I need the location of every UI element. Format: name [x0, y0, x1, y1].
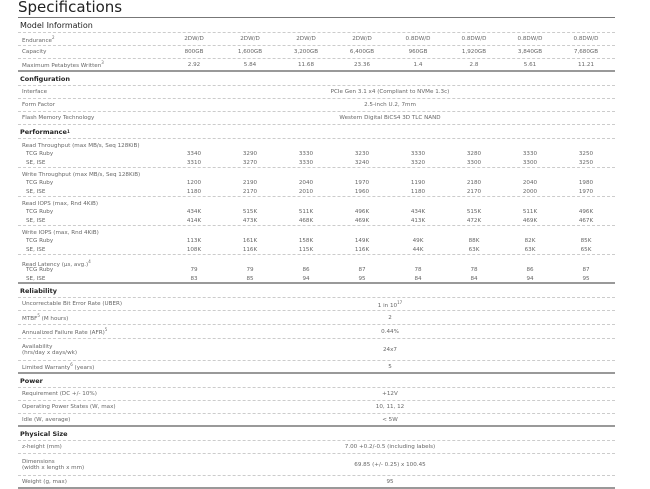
- cell-value: 413K: [410, 217, 426, 224]
- cell-value: 3250: [578, 159, 594, 166]
- sub-label: SE, ISE: [26, 217, 46, 224]
- row-label: [18, 327, 166, 336]
- page-title: Specifications: [18, 0, 123, 16]
- row-label: [18, 344, 166, 356]
- group-label-text: Read Latency (µs, avg.): [22, 261, 89, 268]
- cell-value: 84: [470, 275, 478, 282]
- row-value: 95: [386, 478, 394, 485]
- cell-value: 2190: [242, 180, 258, 186]
- row-label: [18, 459, 166, 471]
- cell-value: 3310: [186, 159, 202, 166]
- sub-row: [18, 208, 615, 217]
- section-reliability: Reliability: [18, 284, 615, 298]
- footnote: 6: [70, 362, 73, 368]
- spec-table: [18, 17, 615, 489]
- cell-value: 2170: [242, 188, 258, 195]
- cell-value: 0.8DW/D: [405, 36, 431, 42]
- row-value: 0.44%: [381, 328, 399, 335]
- cell-value: 496K: [354, 209, 370, 215]
- cell-value: 1970: [578, 188, 594, 195]
- row-value: 2: [388, 314, 392, 321]
- row-label: z-height (mm): [22, 444, 62, 450]
- cell-value: 2040: [522, 180, 538, 186]
- cell-value: 469K: [354, 217, 370, 224]
- cell-value: 434K: [186, 209, 202, 215]
- cell-value: 2010: [298, 188, 314, 195]
- row-label: [18, 362, 166, 371]
- cell-value: 79: [246, 267, 254, 273]
- cell-value: 515K: [466, 209, 482, 215]
- performance-heading: Performance: [20, 127, 67, 136]
- group-label: [18, 229, 615, 237]
- cell-value: 3330: [298, 151, 314, 157]
- cell-value: 2000: [522, 188, 538, 195]
- cell-value: 2DW/D: [296, 36, 316, 42]
- cell-value: 960GB: [408, 49, 428, 55]
- cell-value: 3300: [466, 159, 482, 166]
- footnote: 5: [37, 313, 40, 319]
- performance-group: [18, 197, 615, 226]
- mtbf-unit: (M hours): [39, 315, 69, 322]
- cell-value: 86: [526, 267, 534, 273]
- warranty-label: Limited Warranty: [22, 364, 71, 371]
- table-row: [18, 112, 615, 125]
- cell-value: 3,200GB: [293, 49, 319, 55]
- cell-value: 0.8DW/D: [517, 36, 543, 42]
- cell-value: 2DW/D: [240, 36, 260, 42]
- cell-value: 23.36: [353, 61, 370, 68]
- cell-value: 3290: [242, 151, 258, 157]
- cell-value: 473K: [242, 217, 258, 224]
- footnote: 3: [101, 60, 104, 66]
- table-row: [18, 401, 615, 414]
- table-row: [18, 59, 615, 72]
- row-label: Idle (W, average): [22, 416, 71, 423]
- cell-value: 1.4: [413, 61, 423, 68]
- cell-value: 65K: [580, 246, 592, 253]
- row-value: +12V: [382, 391, 398, 397]
- table-row: [18, 298, 615, 311]
- cell-value: 79: [190, 267, 198, 273]
- sub-row: [18, 217, 615, 226]
- cell-value: 6,400GB: [349, 49, 375, 55]
- row-label: Weight (g, max): [22, 478, 67, 485]
- table-row: [18, 86, 615, 99]
- cell-value: 1200: [186, 180, 202, 186]
- section-configuration: Configuration: [18, 72, 615, 86]
- dimensions-sublabel: (width x length x mm): [22, 464, 85, 471]
- cell-value: 472K: [466, 217, 482, 224]
- row-label: [18, 313, 166, 322]
- row-label: Form Factor: [22, 102, 55, 108]
- table-row: [18, 454, 615, 476]
- sub-label: SE, ISE: [26, 188, 46, 195]
- row-label: [18, 49, 166, 55]
- cell-value: 3330: [522, 151, 538, 157]
- cell-value: 11.68: [297, 61, 314, 68]
- sub-label: SE, ISE: [26, 159, 46, 166]
- mtbf-label: MTBF: [22, 315, 38, 322]
- cell-value: 3240: [354, 159, 370, 166]
- cell-value: 3320: [410, 159, 426, 166]
- cell-value: 87: [358, 267, 366, 273]
- availability-sublabel: (hrs/day x days/wk): [22, 349, 78, 356]
- cell-value: 1,600GB: [237, 49, 263, 55]
- cell-value: 149K: [354, 238, 370, 244]
- table-row: [18, 361, 615, 374]
- group-label-text: Write Throughput (max MB/s, Seq 128KiB): [22, 172, 141, 178]
- cell-value: 2.92: [187, 61, 201, 68]
- cell-value: 414K: [186, 217, 202, 224]
- uber-exponent: 17: [397, 299, 403, 305]
- sub-row: [18, 246, 615, 255]
- cell-value: 2180: [466, 180, 482, 186]
- cell-value: 94: [526, 275, 534, 282]
- sub-row: [18, 179, 615, 188]
- table-row: [18, 46, 615, 59]
- sub-label: SE, ISE: [26, 246, 46, 253]
- cell-value: 800GB: [184, 49, 204, 55]
- cell-value: 3280: [466, 151, 482, 157]
- row-label-text: Maximum Petabytes Written: [22, 62, 102, 69]
- section-physical-size: Physical Size: [18, 427, 615, 441]
- footnote: 5: [104, 327, 108, 333]
- row-value: 69.85 (+/- 0.25) x 100.45: [354, 461, 426, 468]
- cell-value: 1180: [410, 188, 426, 195]
- section-power: Power: [18, 374, 615, 388]
- row-label: Interface: [22, 89, 48, 95]
- sub-label: TCG Ruby: [26, 209, 54, 215]
- cell-value: 78: [470, 267, 478, 273]
- cell-value: 496K: [578, 209, 594, 215]
- cell-value: 1190: [410, 180, 426, 186]
- row-label: Flash Memory Technology: [22, 115, 95, 121]
- cell-value: 11.21: [577, 61, 594, 68]
- row-value: PCIe Gen 3.1 x4 (Compliant to NVMe 1.3c): [330, 89, 450, 95]
- cell-value: 3330: [298, 159, 314, 166]
- cell-value: 88K: [468, 238, 480, 244]
- table-row: [18, 388, 615, 401]
- sub-row: [18, 159, 615, 168]
- uber-value: 1 in 10: [377, 302, 398, 309]
- row-label-text: Endurance: [22, 37, 52, 44]
- row-value: 24x7: [383, 346, 397, 353]
- row-label: Requirement (DC +/- 10%): [22, 391, 97, 397]
- cell-value: 86: [302, 267, 310, 273]
- table-row: [18, 339, 615, 361]
- cell-value: 469K: [522, 217, 538, 224]
- performance-group: [18, 255, 615, 284]
- cell-value: 2.8: [469, 61, 479, 68]
- group-label-text: Read IOPS (max, Rnd 4KiB): [22, 201, 99, 207]
- cell-value: 5.61: [523, 61, 537, 68]
- cell-value: 3330: [410, 151, 426, 157]
- cell-value: 115K: [298, 246, 314, 253]
- cell-value: 468K: [298, 217, 314, 224]
- cell-value: 434K: [410, 209, 426, 215]
- cell-value: 0.8DW/D: [573, 36, 599, 42]
- footnote: 4: [88, 259, 91, 264]
- sub-row: [18, 188, 615, 197]
- table-row: [18, 441, 615, 454]
- group-label: [18, 142, 615, 150]
- sub-row: [18, 275, 615, 284]
- footnote: 2: [51, 34, 55, 40]
- cell-value: 116K: [242, 246, 258, 253]
- performance-group: [18, 168, 615, 197]
- cell-value: 95: [582, 275, 590, 282]
- cell-value: 108K: [186, 246, 202, 253]
- sub-label: TCG Ruby: [26, 151, 54, 157]
- table-row: [18, 325, 615, 339]
- cell-value: 161K: [242, 238, 258, 244]
- cell-value: 63K: [524, 246, 536, 253]
- cell-value: 5.84: [243, 61, 257, 68]
- section-performance: [18, 125, 615, 139]
- cell-value: 113K: [186, 238, 202, 244]
- cell-value: 158K: [298, 238, 314, 244]
- cell-value: 7,680GB: [573, 49, 599, 55]
- cell-value: 82K: [524, 238, 536, 244]
- group-label-text: Read Throughput (max MB/s, Seq 128KiB): [22, 143, 140, 149]
- cell-value: 78: [414, 267, 422, 273]
- row-label: Operating Power States (W, max): [22, 404, 116, 410]
- cell-value: 2DW/D: [352, 36, 372, 42]
- cell-value: 511K: [522, 209, 538, 215]
- cell-value: 95: [358, 275, 366, 282]
- availability-label: Availability: [22, 343, 53, 350]
- cell-value: 84: [414, 275, 422, 282]
- cell-value: 94: [302, 275, 310, 282]
- cell-value: 515K: [242, 209, 258, 215]
- cell-value: 3270: [242, 159, 258, 166]
- group-label-text: Write IOPS (max, Rnd 4KiB): [22, 230, 99, 236]
- performance-group: [18, 226, 615, 255]
- cell-value: 2DW/D: [184, 36, 204, 42]
- sub-label: SE, ISE: [26, 275, 46, 282]
- row-value: Western Digital BiCS4 3D TLC NAND: [339, 115, 441, 121]
- table-row: [18, 414, 615, 427]
- cell-value: 511K: [298, 209, 314, 215]
- sub-row: [18, 266, 615, 275]
- sub-label: TCG Ruby: [26, 238, 54, 244]
- cell-value: 1180: [186, 188, 202, 195]
- cell-value: 83: [190, 275, 198, 282]
- cell-value: 1960: [354, 188, 370, 195]
- cell-value: 1,920GB: [461, 49, 487, 55]
- dimensions-label: Dimensions: [22, 458, 55, 465]
- afr-label: Annualized Failure Rate (AFR): [22, 329, 105, 336]
- table-row: [18, 33, 615, 46]
- row-value: 5: [388, 363, 392, 370]
- row-value: 7.00 +0.2/-0.5 (including labels): [344, 444, 436, 450]
- performance-group: [18, 139, 615, 168]
- cell-value: 116K: [354, 246, 370, 253]
- group-label: [18, 258, 615, 266]
- cell-value: 87: [582, 267, 590, 273]
- row-value: 10, 11, 12: [375, 404, 405, 410]
- cell-value: 467K: [578, 217, 594, 224]
- row-label: [18, 60, 166, 69]
- cell-value: 85K: [580, 238, 592, 244]
- cell-value: 44K: [412, 246, 424, 253]
- sub-row: [18, 150, 615, 159]
- cell-value: 49K: [412, 238, 424, 244]
- cell-value: 2040: [298, 180, 314, 186]
- cell-value: 3230: [354, 151, 370, 157]
- sub-label: TCG Ruby: [26, 267, 54, 273]
- row-label-text: Capacity: [22, 49, 47, 55]
- section-model-information: Model Information: [18, 18, 615, 33]
- cell-value: 3300: [522, 159, 538, 166]
- row-value: < 5W: [382, 416, 398, 423]
- cell-value: 3,840GB: [517, 49, 543, 55]
- table-row: [18, 476, 615, 489]
- cell-value: 1970: [354, 180, 370, 186]
- sub-label: TCG Ruby: [26, 180, 54, 186]
- row-label: Uncorrectable Bit Error Rate (UBER): [22, 301, 123, 307]
- cell-value: 63K: [468, 246, 480, 253]
- table-row: [18, 311, 615, 325]
- cell-value: 1980: [578, 180, 594, 186]
- sub-row: [18, 237, 615, 246]
- group-label: [18, 171, 615, 179]
- cell-value: 2170: [466, 188, 482, 195]
- warranty-unit: (years): [72, 364, 95, 371]
- cell-value: 3250: [578, 151, 594, 157]
- cell-value: 3340: [186, 151, 202, 157]
- cell-value: 0.8DW/D: [461, 36, 487, 42]
- row-value: [166, 300, 614, 309]
- row-label: [18, 35, 166, 44]
- footnote: 1: [66, 129, 70, 134]
- cell-value: 85: [246, 275, 254, 282]
- group-label: [18, 200, 615, 208]
- row-value: 2.5-inch U.2, 7mm: [364, 102, 416, 108]
- table-row: [18, 99, 615, 112]
